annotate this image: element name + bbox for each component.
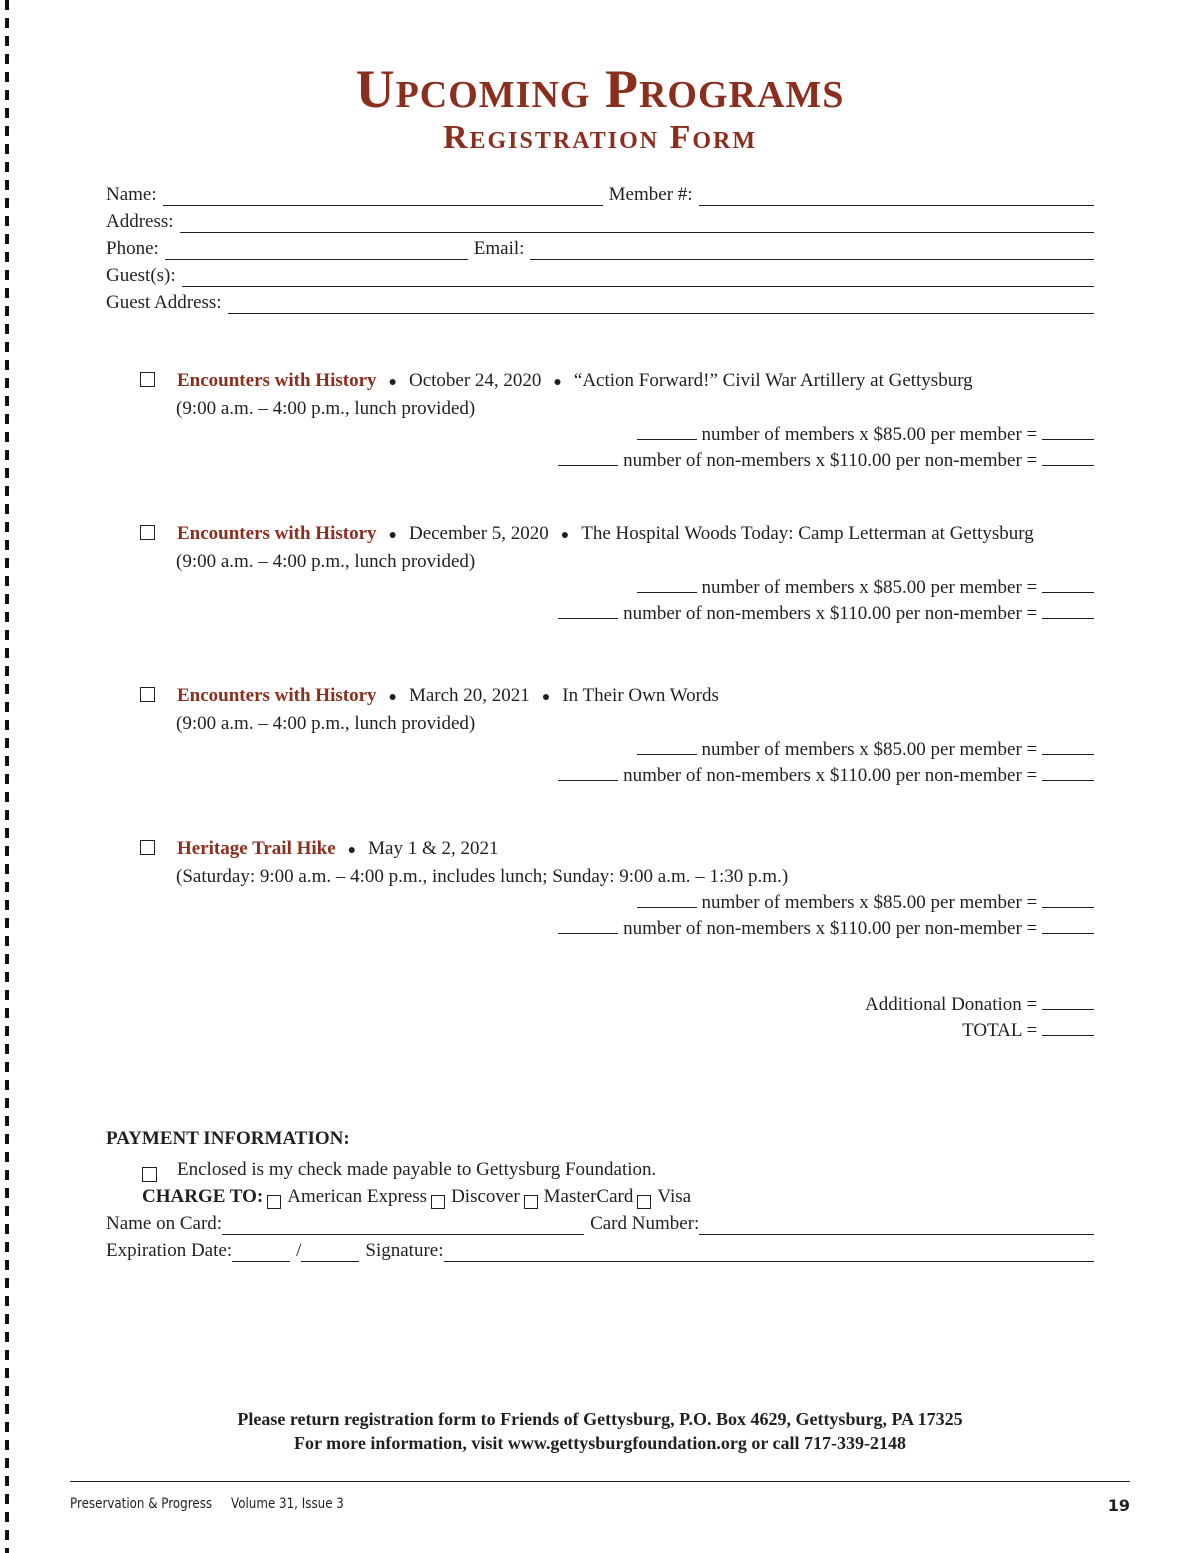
program-4-members-text: number of members x $85.00 per member =	[701, 892, 1038, 913]
card-number-field[interactable]	[699, 1216, 1094, 1235]
guests-field[interactable]	[182, 268, 1094, 287]
program-2-time: (9:00 a.m. – 4:00 p.m., lunch provided)	[176, 551, 476, 572]
cut-line	[5, 0, 9, 1553]
program-4-nonmembers-count[interactable]	[558, 917, 618, 934]
bullet-icon: ●	[388, 528, 397, 543]
program-4-nonmembers-text: number of non-members x $110.00 per non-member =	[623, 918, 1038, 939]
phone-label: Phone:	[106, 238, 159, 259]
discover-label: Discover	[451, 1186, 520, 1207]
member-number-field[interactable]	[699, 187, 1094, 206]
program-4-members-amount[interactable]	[1042, 891, 1094, 908]
program-3-time: (9:00 a.m. – 4:00 p.m., lunch provided)	[176, 713, 476, 734]
name-field[interactable]	[163, 187, 603, 206]
check-row	[106, 1154, 1094, 1181]
program-3-members-text: number of members x $85.00 per member =	[701, 739, 1038, 760]
email-field[interactable]	[530, 241, 1094, 260]
check-checkbox[interactable]	[142, 1167, 157, 1182]
guest-address-field[interactable]	[228, 295, 1094, 314]
guests-row	[106, 261, 1094, 287]
program-3-nonmembers-text: number of non-members x $110.00 per non-member =	[623, 765, 1038, 786]
address-label: Address:	[106, 211, 174, 232]
expiration-slash: /	[296, 1240, 302, 1261]
guest-address-label: Guest Address:	[106, 292, 222, 313]
program-3	[140, 685, 1094, 789]
donation-row	[700, 992, 1094, 1018]
expiration-label: Expiration Date:	[106, 1240, 233, 1261]
program-4-name: Heritage Trail Hike	[177, 838, 336, 859]
program-4-date: May 1 & 2, 2021	[368, 838, 499, 859]
amex-checkbox[interactable]	[267, 1195, 281, 1209]
program-2-nonmembers-amount[interactable]	[1042, 602, 1094, 619]
mastercard-checkbox[interactable]	[524, 1195, 538, 1209]
visa-checkbox[interactable]	[637, 1195, 651, 1209]
program-2-nonmembers-row	[140, 601, 1094, 627]
program-3-topic: In Their Own Words	[562, 685, 719, 706]
totals	[700, 992, 1094, 1044]
program-4-members-row	[140, 890, 1094, 916]
total-label: TOTAL =	[962, 1020, 1038, 1041]
program-1-nonmembers-row	[140, 448, 1094, 474]
bullet-icon: ●	[553, 375, 562, 390]
program-2-checkbox[interactable]	[140, 525, 155, 540]
program-4-time: (Saturday: 9:00 a.m. – 4:00 p.m., includes lunch; Sunday: 9:00 a.m. – 1:30 p.m.)	[176, 866, 789, 887]
program-2-members-amount[interactable]	[1042, 576, 1094, 593]
phone-row	[106, 234, 1094, 260]
payment-title: PAYMENT INFORMATION:	[106, 1128, 350, 1149]
program-3-members-amount[interactable]	[1042, 738, 1094, 755]
phone-field[interactable]	[165, 241, 468, 260]
payment-section	[106, 1154, 1094, 1262]
guest-address-row	[106, 288, 1094, 314]
email-label: Email:	[473, 238, 525, 259]
total-amount-field[interactable]	[1042, 1019, 1094, 1036]
mastercard-label: MasterCard	[543, 1186, 634, 1207]
program-1-nonmembers-count[interactable]	[558, 449, 618, 466]
page-subtitle: Registration Form	[442, 119, 758, 156]
program-4-members-count[interactable]	[637, 891, 697, 908]
bullet-icon: ●	[388, 375, 397, 390]
donation-label: Additional Donation =	[865, 994, 1038, 1015]
program-2-nonmembers-count[interactable]	[558, 602, 618, 619]
address-row	[106, 207, 1094, 233]
program-3-nonmembers-amount[interactable]	[1042, 764, 1094, 781]
discover-checkbox[interactable]	[431, 1195, 445, 1209]
program-1-date: October 24, 2020	[408, 370, 542, 391]
publication-name: Preservation & Progress	[70, 1496, 213, 1512]
bullet-icon: ●	[560, 528, 570, 543]
signature-label: Signature:	[365, 1240, 444, 1261]
program-1-name: Encounters with History	[177, 370, 377, 391]
program-2-nonmembers-text: number of non-members x $110.00 per non-member =	[623, 603, 1038, 624]
program-3-name: Encounters with History	[177, 685, 377, 706]
program-4-nonmembers-row	[140, 916, 1094, 942]
program-1-members-count[interactable]	[637, 423, 697, 440]
name-on-card-label: Name on Card:	[106, 1213, 223, 1234]
program-1	[140, 370, 1094, 474]
name-on-card-field[interactable]	[222, 1216, 584, 1235]
program-2-name: Encounters with History	[177, 523, 377, 544]
program-1-members-row	[140, 422, 1094, 448]
program-1-topic: “Action Forward!” Civil War Artillery at Gettysburg	[573, 370, 973, 391]
program-3-nonmembers-row	[140, 763, 1094, 789]
name-row	[106, 180, 1094, 206]
program-4-checkbox[interactable]	[140, 840, 155, 855]
program-3-members-count[interactable]	[637, 738, 697, 755]
program-1-members-amount[interactable]	[1042, 423, 1094, 440]
info-note: For more information, visit www.gettysburgfoundation.org or call 717-339-2148	[294, 1433, 906, 1453]
program-3-checkbox[interactable]	[140, 687, 155, 702]
amex-label: American Express	[287, 1186, 428, 1207]
charge-row	[106, 1181, 1094, 1208]
program-1-time: (9:00 a.m. – 4:00 p.m., lunch provided)	[176, 398, 476, 419]
program-3-nonmembers-count[interactable]	[558, 764, 618, 781]
bullet-icon: ●	[347, 843, 357, 858]
address-field[interactable]	[180, 214, 1094, 233]
bullet-icon: ●	[541, 690, 551, 705]
program-2-topic: The Hospital Woods Today: Camp Letterman at Gettysburg	[581, 523, 1034, 544]
program-2	[140, 523, 1094, 627]
check-text: Enclosed is my check made payable to Gettysburg Foundation.	[177, 1159, 657, 1180]
program-1-members-text: number of members x $85.00 per member =	[701, 424, 1038, 445]
program-1-checkbox[interactable]	[140, 372, 155, 387]
visa-label: Visa	[657, 1186, 692, 1207]
expiration-year-field[interactable]	[301, 1243, 359, 1262]
guests-label: Guest(s):	[106, 265, 176, 286]
charge-to-label: CHARGE TO:	[142, 1186, 264, 1207]
name-label: Name:	[106, 184, 157, 205]
program-4	[140, 838, 1094, 942]
signature-field[interactable]	[444, 1243, 1095, 1262]
donation-amount-field[interactable]	[1042, 993, 1094, 1010]
card-row	[106, 1208, 1094, 1235]
program-2-date: December 5, 2020	[408, 523, 549, 544]
program-4-nonmembers-amount[interactable]	[1042, 917, 1094, 934]
volume-issue: Volume 31, Issue 3	[231, 1496, 344, 1512]
expiration-row	[106, 1235, 1094, 1262]
program-2-members-text: number of members x $85.00 per member =	[701, 577, 1038, 598]
member-label: Member #:	[608, 184, 693, 205]
program-3-date: March 20, 2021	[408, 685, 530, 706]
program-2-members-row	[140, 575, 1094, 601]
card-number-label: Card Number:	[590, 1213, 700, 1234]
footer-divider	[70, 1481, 1130, 1482]
total-row	[700, 1018, 1094, 1044]
page-title: Upcoming Programs	[355, 59, 845, 119]
program-1-nonmembers-amount[interactable]	[1042, 449, 1094, 466]
program-3-members-row	[140, 737, 1094, 763]
program-2-members-count[interactable]	[637, 576, 697, 593]
return-note: Please return registration form to Friends of Gettysburg, P.O. Box 4629, Gettysburg, PA 17325	[237, 1409, 963, 1429]
expiration-month-field[interactable]	[232, 1243, 290, 1262]
page-number: 19	[1107, 1496, 1130, 1515]
program-1-nonmembers-text: number of non-members x $110.00 per non-member =	[623, 450, 1038, 471]
bullet-icon: ●	[388, 690, 397, 705]
